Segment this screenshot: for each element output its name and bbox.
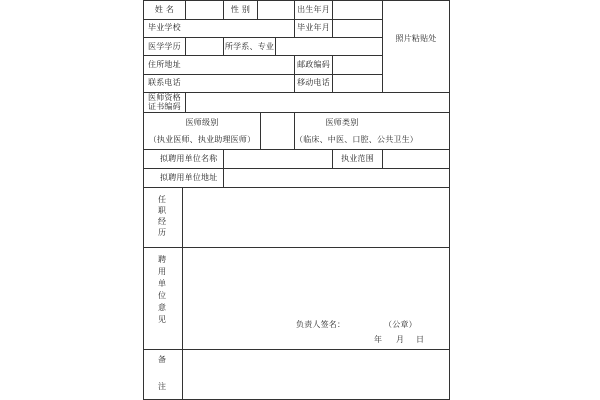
line: [143, 112, 450, 113]
opinion-label-5: 意: [158, 303, 166, 312]
cert-label-line1: 医师资格: [148, 93, 181, 102]
line: [257, 0, 258, 20]
phone-label: 联系电话: [148, 78, 181, 87]
line: [382, 149, 383, 169]
opinion-label-1: 聘: [158, 255, 166, 264]
birth-label: 出生年月: [297, 5, 330, 14]
line: [185, 92, 186, 113]
remarks-label-1: 备: [158, 355, 166, 364]
experience-label-2: 职: [158, 206, 166, 215]
opinion-label-6: 见: [158, 315, 166, 324]
line: [260, 112, 261, 150]
category-options: （临床、中医、口腔、公共卫生）: [295, 135, 418, 144]
opinion-label-3: 单: [158, 279, 166, 288]
postcode-label: 邮政编码: [297, 60, 330, 69]
line: [223, 168, 224, 188]
line: [143, 247, 450, 248]
photo-placeholder: 照片粘贴处: [395, 34, 437, 43]
scope-label: 执业范围: [341, 154, 374, 163]
line: [143, 149, 450, 150]
seal-label: （公章）: [384, 320, 417, 329]
line: [143, 37, 382, 38]
date-year: 年: [374, 335, 383, 344]
line: [449, 0, 450, 400]
line: [143, 349, 450, 350]
line: [143, 55, 382, 56]
opinion-label-2: 用: [158, 267, 166, 276]
school-label: 毕业学校: [148, 23, 181, 32]
address-label: 住所地址: [148, 60, 181, 69]
level-title: 医师级别: [185, 118, 219, 127]
line: [143, 0, 144, 400]
experience-label-1: 任: [158, 195, 166, 204]
line: [143, 19, 382, 20]
line: [185, 37, 186, 56]
gender-label: 性 别: [230, 5, 251, 14]
line: [143, 92, 450, 93]
date-day: 日: [416, 335, 425, 344]
employer-address-label: 拟聘用单位地址: [160, 173, 218, 182]
opinion-label-4: 位: [158, 291, 166, 300]
experience-label-3: 经: [158, 217, 166, 226]
experience-label-4: 历: [158, 228, 166, 237]
employer-name-label: 拟聘用单位名称: [160, 154, 218, 163]
category-title: 医师类别: [325, 118, 359, 127]
name-label: 姓 名: [154, 5, 175, 14]
line: [143, 0, 450, 1]
remarks-label-2: 注: [158, 382, 166, 391]
department-label: 所学系、专业: [224, 42, 275, 51]
level-options: （执业医师、执业助理医师）: [148, 135, 256, 144]
graduation-label: 毕业年月: [297, 23, 330, 32]
line: [332, 55, 333, 93]
line: [143, 168, 450, 169]
line: [275, 37, 276, 56]
signature-label: 负责人签名：: [296, 320, 346, 329]
date-month: 月: [396, 335, 405, 344]
line: [382, 0, 383, 93]
line: [185, 0, 186, 20]
cert-label-line2: 证书编码: [148, 102, 181, 111]
line: [332, 0, 333, 20]
education-label: 医学学历: [148, 42, 181, 51]
line: [332, 19, 333, 38]
line: [143, 74, 382, 75]
line: [223, 149, 224, 169]
line: [143, 187, 450, 188]
mobile-label: 移动电话: [297, 78, 330, 87]
line: [182, 187, 183, 400]
